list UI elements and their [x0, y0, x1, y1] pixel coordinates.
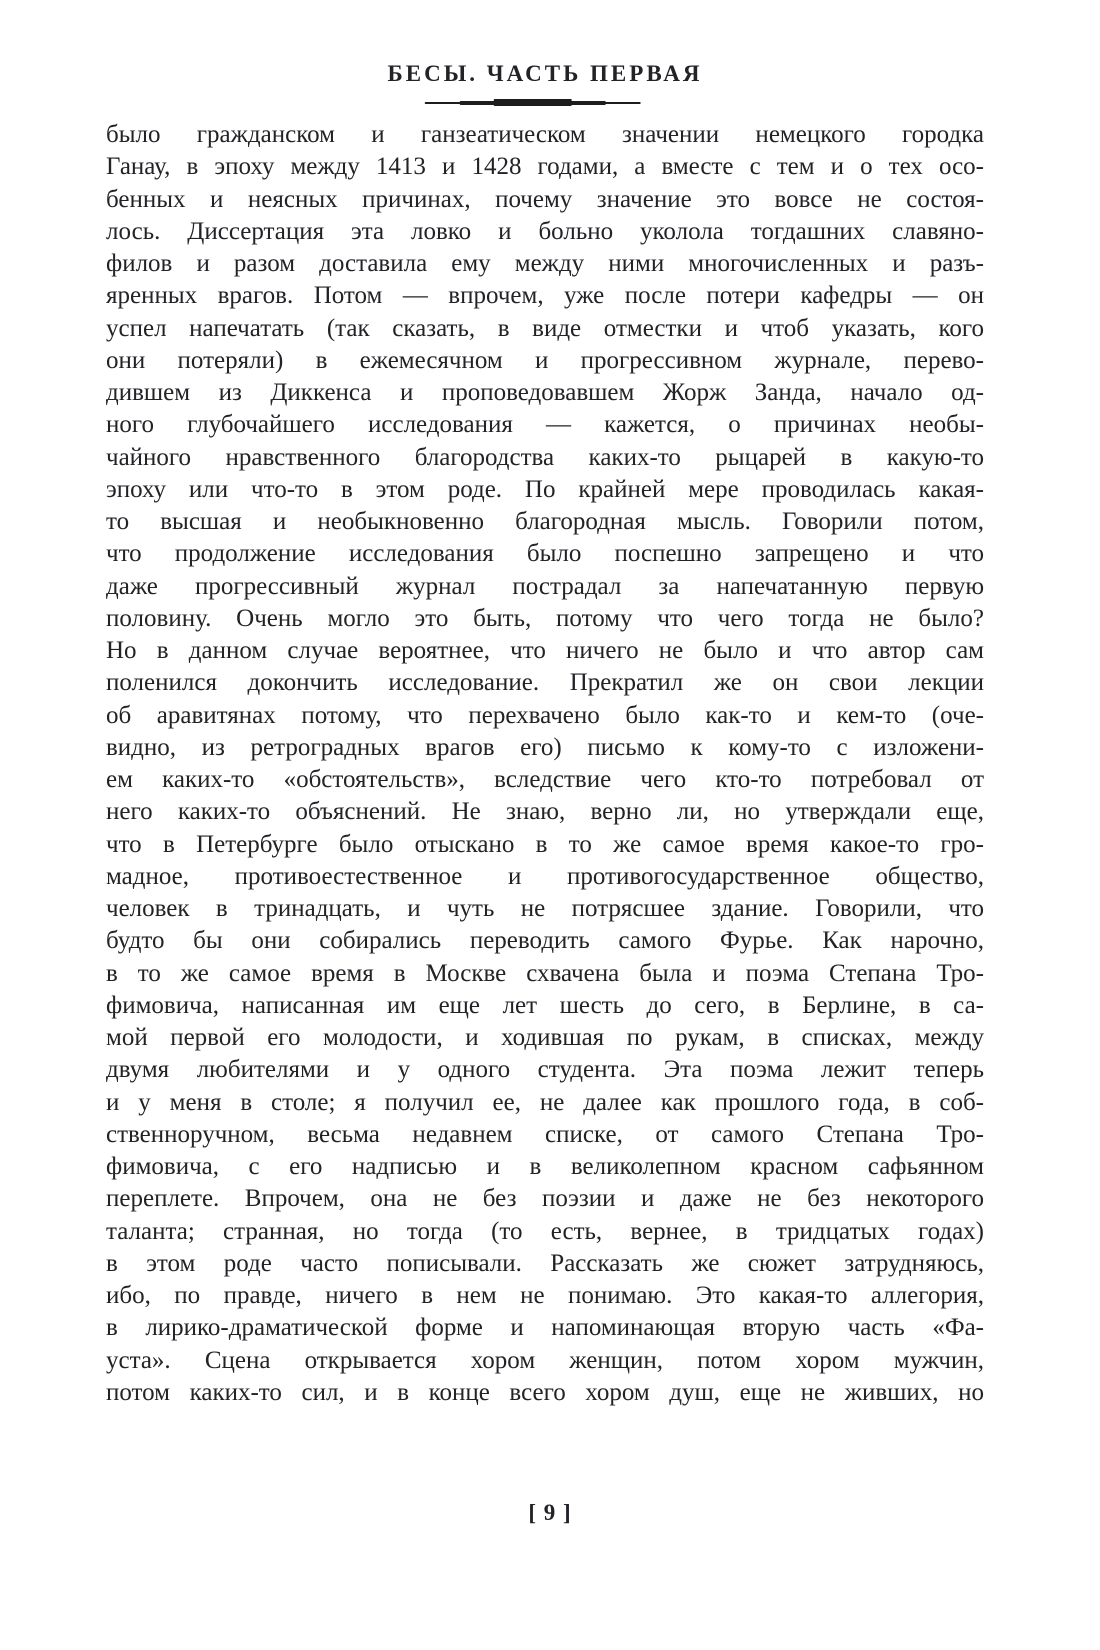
text-line: половину. Очень могло это быть, потому что чего тогда не было?	[106, 604, 984, 632]
text-line: лось. Диссертация эта ловко и больно уколола тогдашних славяно-	[106, 217, 984, 245]
text-line: ем каких-то «обстоятельств», вследствие чего кто-то потребовал от	[106, 766, 984, 793]
text-line: Ганау, в эпоху между 1413 и 1428 годами, а вместе с тем и о тех осо-	[106, 153, 984, 181]
running-head: БЕСЫ. ЧАСТЬ ПЕРВАЯ	[387, 61, 703, 86]
text-line: Но в данном случае вероятнее, что ничего не было и что автор сам	[106, 637, 984, 664]
text-line: что продолжение исследования было поспешно запрещено и что	[106, 540, 984, 568]
text-line: было гражданском и ганзеатическом значении немецкого городка	[106, 121, 984, 148]
text-line: эпоху или что-то в этом роде. По крайней мере проводилась какая-	[106, 475, 984, 503]
text-line: об аравитянах потому, что перехвачено было как-то и кем-то (оче-	[106, 701, 984, 729]
text-line: него каких-то объяснений. Не знаю, верно ли, но утверждали еще,	[106, 798, 984, 826]
text-line: ственноручном, весьма недавнем списке, от самого Степана Тро-	[106, 1120, 984, 1148]
text-line: таланта; странная, но тогда (то есть, вернее, в тридцатых годах)	[106, 1217, 984, 1245]
text-line: дившем из Диккенса и проповедовавшем Жорж Занда, начало од-	[106, 379, 984, 406]
text-line: видно, из ретроградных врагов его) письмо к кому-то с изложени-	[106, 733, 984, 761]
text-line: ного глубочайшего исследования — кажется, о причинах необы-	[106, 411, 984, 439]
text-line: филов и разом доставила ему между ними многочисленных и разъ-	[106, 250, 984, 277]
text-line: человек в тринадцать, и чуть не потрясшее здание. Говорили, что	[106, 895, 984, 922]
text-line: и у меня в столе; я получил ее, не далее как прошлого года, в соб-	[106, 1088, 984, 1116]
text-line: мадное, противоестественное и противогосударственное общество,	[106, 862, 984, 890]
text-line: фимовича, написанная им еще лет шесть до сего, в Берлине, в са-	[106, 991, 984, 1019]
text-line: они потеряли) в ежемесячном и прогрессивном журнале, перево-	[106, 346, 984, 374]
text-line: мой первой его молодости, и ходившая по рукам, в списках, между	[106, 1024, 984, 1051]
text-line: уста». Сцена открывается хором женщин, потом хором мужчин,	[106, 1346, 984, 1374]
text-line: переплете. Впрочем, она не без поэзии и даже не без некоторого	[106, 1185, 984, 1213]
text-line: бенных и неясных причинах, почему значение это вовсе не состоя-	[106, 185, 984, 213]
text-line: в лирико-драматической форме и напоминающая вторую часть «Фа-	[106, 1314, 984, 1342]
header-divider-ornament	[425, 98, 641, 107]
text-line: фимовича, с его надписью и в великолепном красном сафьянном	[106, 1153, 984, 1180]
text-line: успел напечатать (так сказать, в виде отместки и чтоб указать, кого	[106, 314, 984, 342]
text-line: в этом роде часто пописывали. Рассказать же сюжет затрудняюсь,	[106, 1249, 984, 1277]
text-line: в то же самое время в Москве схвачена была и поэма Степана Тро-	[106, 959, 984, 987]
text-line: чайного нравственного благородства каких-то рыцарей в какую-то	[106, 443, 984, 471]
text-line: что в Петербурге было отыскано в то же самое время какое-то гро-	[106, 830, 984, 858]
body-text	[106, 119, 984, 1409]
text-line: ибо, по правде, ничего в нем не понимаю. Это какая-то аллегория,	[106, 1282, 984, 1309]
text-line: даже прогрессивный журнал пострадал за напечатанную первую	[106, 572, 984, 600]
divider-thick-rule	[494, 99, 572, 106]
text-line: двумя любителями и у одного студента. Эта поэма лежит теперь	[106, 1056, 984, 1084]
text-line: то высшая и необыкновенно благородная мысль. Говорили потом,	[106, 508, 984, 535]
text-line: яренных врагов. Потом — впрочем, уже после потери кафедры — он	[106, 282, 984, 310]
text-line: будто бы они собирались переводить самого Фурье. Как нарочно,	[106, 927, 984, 955]
text-line: поленился докончить исследование. Прекратил же он свои лекции	[106, 669, 984, 697]
text-line: потом каких-то сил, и в конце всего хором душ, еще не живших, но	[106, 1378, 984, 1406]
page-number: [ 9 ]	[528, 1500, 572, 1525]
